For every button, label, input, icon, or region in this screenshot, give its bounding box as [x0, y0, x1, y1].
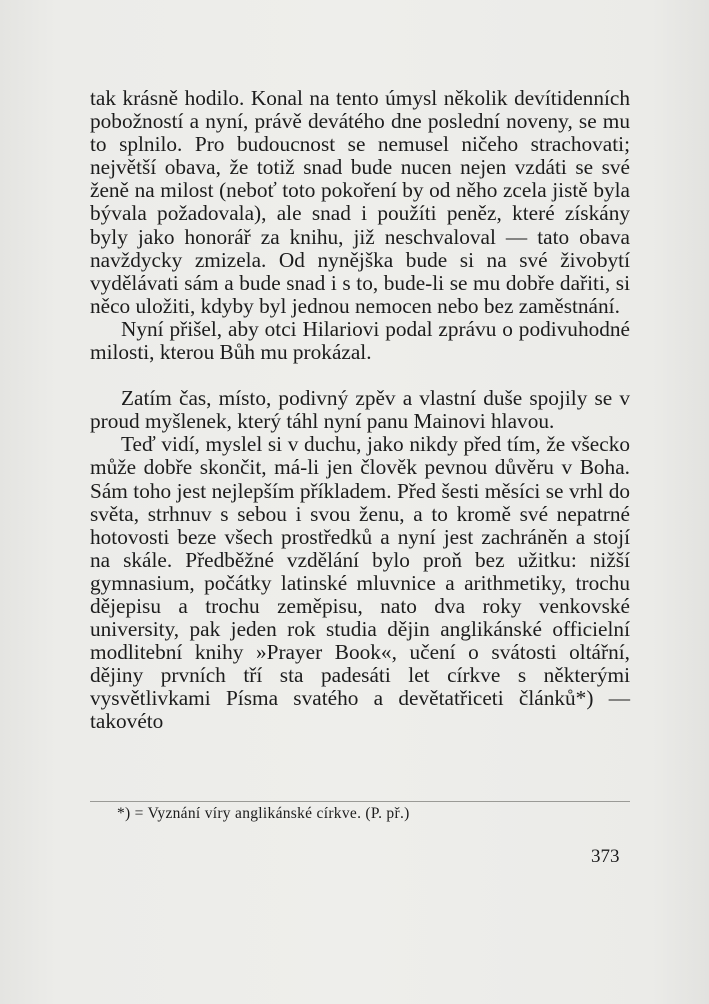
body-text: [90, 87, 630, 734]
footnote-divider: [90, 801, 630, 802]
footnote: *) = Vyznání víry anglikánské církve. (P. př.): [117, 805, 410, 822]
paragraph-2: Nyní přišel, aby otci Hilariovi podal zprávu o podivuhodné milosti, kterou Bůh mu prokázal.: [90, 316, 630, 365]
section-break: [90, 364, 630, 387]
page-number: 373: [591, 846, 620, 867]
paragraph-3: Zatím čas, místo, podivný zpěv a vlastní duše spojily se v proud myšlenek, který táhl nyní panu Mainovi hlavou.: [90, 386, 630, 434]
paragraph-1: tak krásně hodilo. Konal na tento úmysl několik devítidenních pobožností a nyní, právě devátého dne poslední noveny, se mu to splnilo. Pro budoucnost se nemusel ničeho strachovati; největší obava, že totiž snad bude nucen nejen vzdáti se své ženě na milost (neboť toto pokoření by od něho zcela jistě byla bývala požadovala), ale snad i použíti peněz, které získány byly jako honorář za knihu, již neschvaloval — tato obava navždycky zmizela. Od nynějška bude si na své živobytí vydělávati sám a bude snad i s to, bude-li se mu dobře dařiti, si něco uložiti, kdyby byl jednou nemocen nebo bez zaměstnání.: [90, 86, 630, 318]
paragraph-4: Teď vidí, myslel si v duchu, jako nikdy před tím, že všecko může dobře skončit, má-li jen člověk pevnou důvěru v Boha. Sám toho jest nejlepším příkladem. Před šesti měsíci se vrhl do světa, strhnuv s sebou i svou ženu, a to kromě své nepatrné hotovosti beze všech prostředků a nyní jest zachráněn a stojí na skále. Předběžné vzdělání bylo proň bez užitku: nižší gymnasium, počátky latinské mluvnice a arithmetiky, trochu dějepisu a trochu zeměpisu, nato dva roky venkovské university, pak jeden rok studia dějin anglikánské officielní modlitební knihy »Prayer Book«, učení o svátosti oltářní, dějiny prvních tří sta padesáti let církve s některými vysvětlivkami Písma svatého a devětatřiceti článků*) — takovéto: [90, 432, 630, 734]
